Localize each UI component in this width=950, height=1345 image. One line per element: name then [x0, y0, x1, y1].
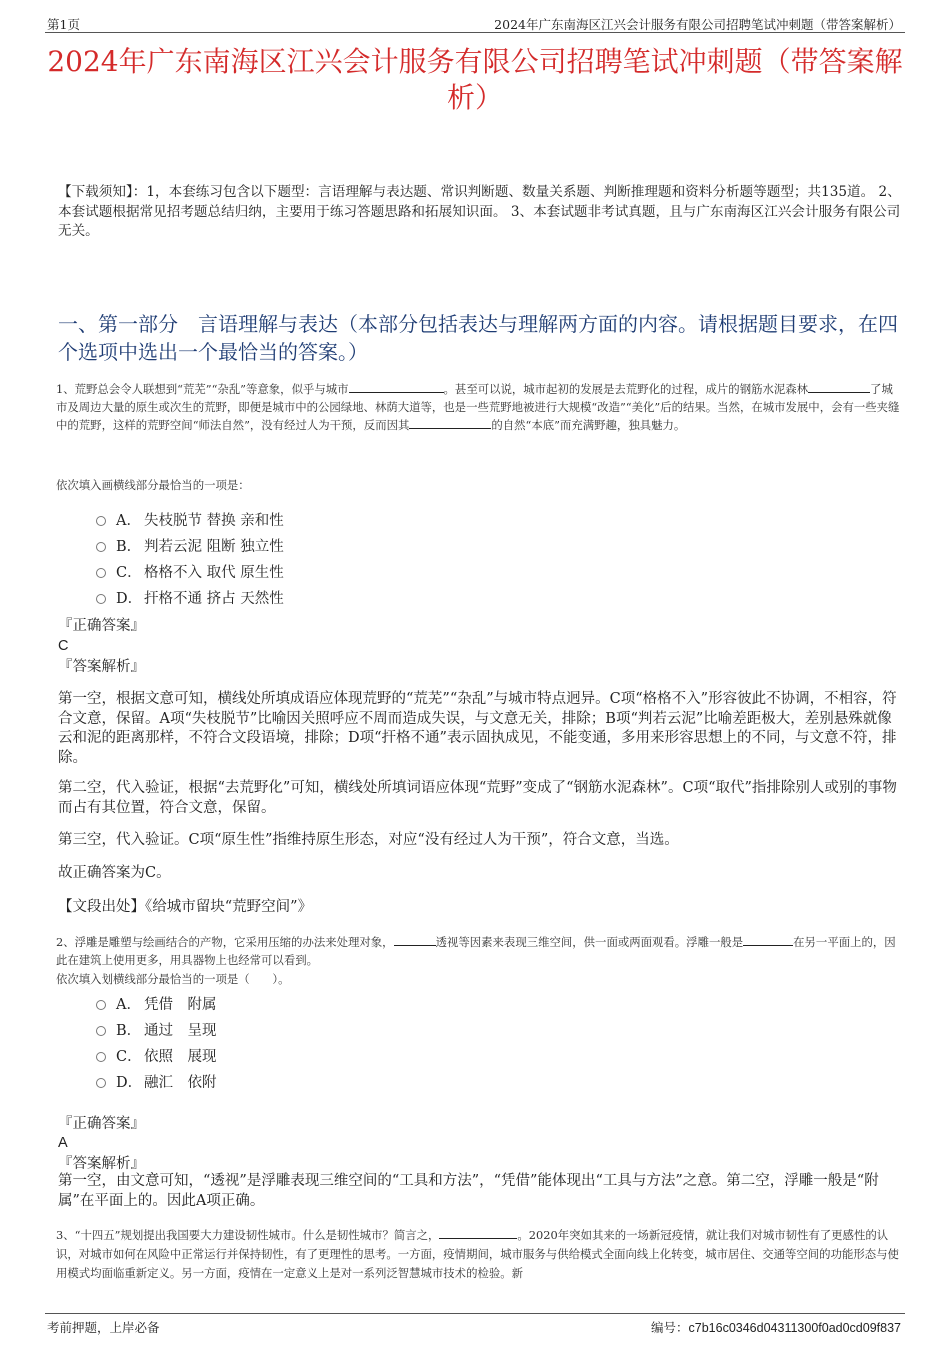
page-footer: [45, 1313, 905, 1336]
document-code: 编号：c7b16c0346d04311300f0ad0cd09f837: [651, 1320, 901, 1335]
question-3-stem: 3、“十四五”规划提出我国要大力建设韧性城市。什么是韧性城市？简言之， 。2020年突如其来的一场新冠疫情，就让我们对城市韧性有了更感性的认识，对城市如何在风险中正常运行并保持韧性，有了更理性的思考。一方面，疫情期间，城市服务与供给模式全面向线上化转变，城市居住、交通等空间的功能形态与使用模式均面临重新定义。另一方面，疫情在一定意义上是对一系列泛智慧城市技术的检验。新: [56, 1228, 899, 1280]
q1-analysis-p3: 第三空，代入验证。C项“原生性”指维持原生形态，对应“没有经过人为干预”，符合文意，当选。: [58, 832, 679, 848]
q1-source: 【文段出处】《给城市留块“荒野空间”》: [58, 899, 313, 915]
radio-icon[interactable]: [96, 594, 106, 604]
q2-correct-label: 『正确答案』: [58, 1116, 145, 1132]
blank-1: [394, 933, 436, 946]
q1-option-c[interactable]: C． 格格不入 取代 原生性: [96, 562, 284, 584]
question-1-stem: 1、荒野总会令人联想到“荒芜”“杂乱”等意象，似乎与城市 。甚至可以说，城市起初的发展是去荒野化的过程，成片的钢筋水泥森林 了城市及周边大量的原生或次生的荒野，即便是城市中的公园绿地、林荫大道等，也是一些荒野地被进行大规模“改造”“美化”后的结果。当然，在城市发展中，会有一些夹缝中的荒野，这样的荒野空间“师法自然”，没有经过人为干预，反而因其 的自然“本底”而充满野趣，独具魅力。: [56, 382, 900, 432]
download-notice: 【下载须知】：1，本套练习包含以下题型：言语理解与表达题、常识判断题、数量关系题、判断推理题和资料分析题等题型；共135道。 2、本套试题根据常见招考题总结归纳，主要用于练习答题思路和拓展知识面。 3、本套试题非考试真题，且与广东南海区江兴会计服务有限公司无关。: [58, 184, 901, 239]
blank-1: [349, 380, 444, 393]
radio-icon[interactable]: [96, 516, 106, 526]
q2-option-a[interactable]: A． 凭借 附属: [96, 994, 217, 1016]
blank-2: [808, 380, 870, 393]
q1-analysis-p2: 第二空，代入验证，根据“去荒野化”可知，横线处所填词语应体现“荒野”变成了“钢筋水泥森林”。C项“取代”指排除别人或别的事物而占有其位置，符合文意，保留。: [58, 780, 897, 816]
radio-icon[interactable]: [96, 568, 106, 578]
radio-icon[interactable]: [96, 1000, 106, 1010]
q2-option-b[interactable]: B． 通过 呈现: [96, 1020, 217, 1042]
q1-analysis-p4: 故正确答案为C。: [58, 865, 171, 881]
footer-slogan: 考前押题，上岸必备: [47, 1320, 160, 1335]
question-2-stem: 2、浮雕是雕塑与绘画结合的产物，它采用压缩的办法来处理对象， 透视等因素来表现三维空间，供一面或两面观看。浮雕一般是 在另一平面上的，因此在建筑上使用更多，用具器物上也经常可以看到。: [56, 935, 896, 967]
page-header: [45, 12, 905, 33]
page-number: 第1页: [47, 17, 80, 32]
q1-analysis-label: 『答案解析』: [58, 659, 145, 675]
radio-icon[interactable]: [96, 1078, 106, 1088]
q2-option-c[interactable]: C． 依照 展现: [96, 1046, 217, 1068]
q1-answer: C: [58, 638, 69, 654]
radio-icon[interactable]: [96, 1052, 106, 1062]
q1-option-b[interactable]: B． 判若云泥 阻断 独立性: [96, 536, 284, 558]
radio-icon[interactable]: [96, 1026, 106, 1036]
q1-option-d[interactable]: D． 扞格不通 挤占 天然性: [96, 588, 284, 610]
q1-correct-label: 『正确答案』: [58, 618, 145, 634]
header-doc-title: 2024年广东南海区江兴会计服务有限公司招聘笔试冲刺题（带答案解析）: [494, 17, 901, 32]
q2-analysis-label: 『答案解析』: [58, 1156, 145, 1172]
question-1-prompt: 依次填入画横线部分最恰当的一项是：: [56, 478, 250, 492]
q2-answer: A: [58, 1135, 68, 1151]
radio-icon[interactable]: [96, 542, 106, 552]
q2-option-d[interactable]: D． 融汇 依附: [96, 1072, 217, 1094]
q1-option-a[interactable]: A． 失枝脱节 替换 亲和性: [96, 510, 284, 532]
section-title: 一、第一部分 言语理解与表达（本部分包括表达与理解两方面的内容。请根据题目要求，在四个选项中选出一个最恰当的答案。）: [58, 312, 898, 364]
question-2-prompt: 依次填入划横线部分最恰当的一项是（ ）。: [56, 972, 290, 986]
document-title: 2024年广东南海区江兴会计服务有限公司招聘笔试冲刺题（带答案解析）: [47, 45, 903, 114]
q2-analysis: 第一空，由文意可知，“透视”是浮雕表现三维空间的“工具和方法”，“凭借”能体现出“工具与方法”之意。第二空，浮雕一般是“附属”在平面上的。因此A项正确。: [58, 1173, 879, 1209]
blank-2: [743, 933, 793, 946]
blank-3: [409, 416, 491, 429]
blank-1: [439, 1226, 517, 1239]
q1-analysis-p1: 第一空，根据文意可知，横线处所填成语应体现荒野的“荒芜”“杂乱”与城市特点迥异。C项“格格不入”形容彼此不协调，不相容，符合文意，保留。A项“失枝脱节”比喻因关照呼应不周而造成失误，与文意无关，排除；B项“判若云泥”比喻差距极大，差别悬殊就像云和泥的距离那样，不符合文段语境，排除；D项“扞格不通”表示固执成见，不能变通，多用来形容思想上的不同，与文意不符，排除。: [58, 691, 897, 766]
